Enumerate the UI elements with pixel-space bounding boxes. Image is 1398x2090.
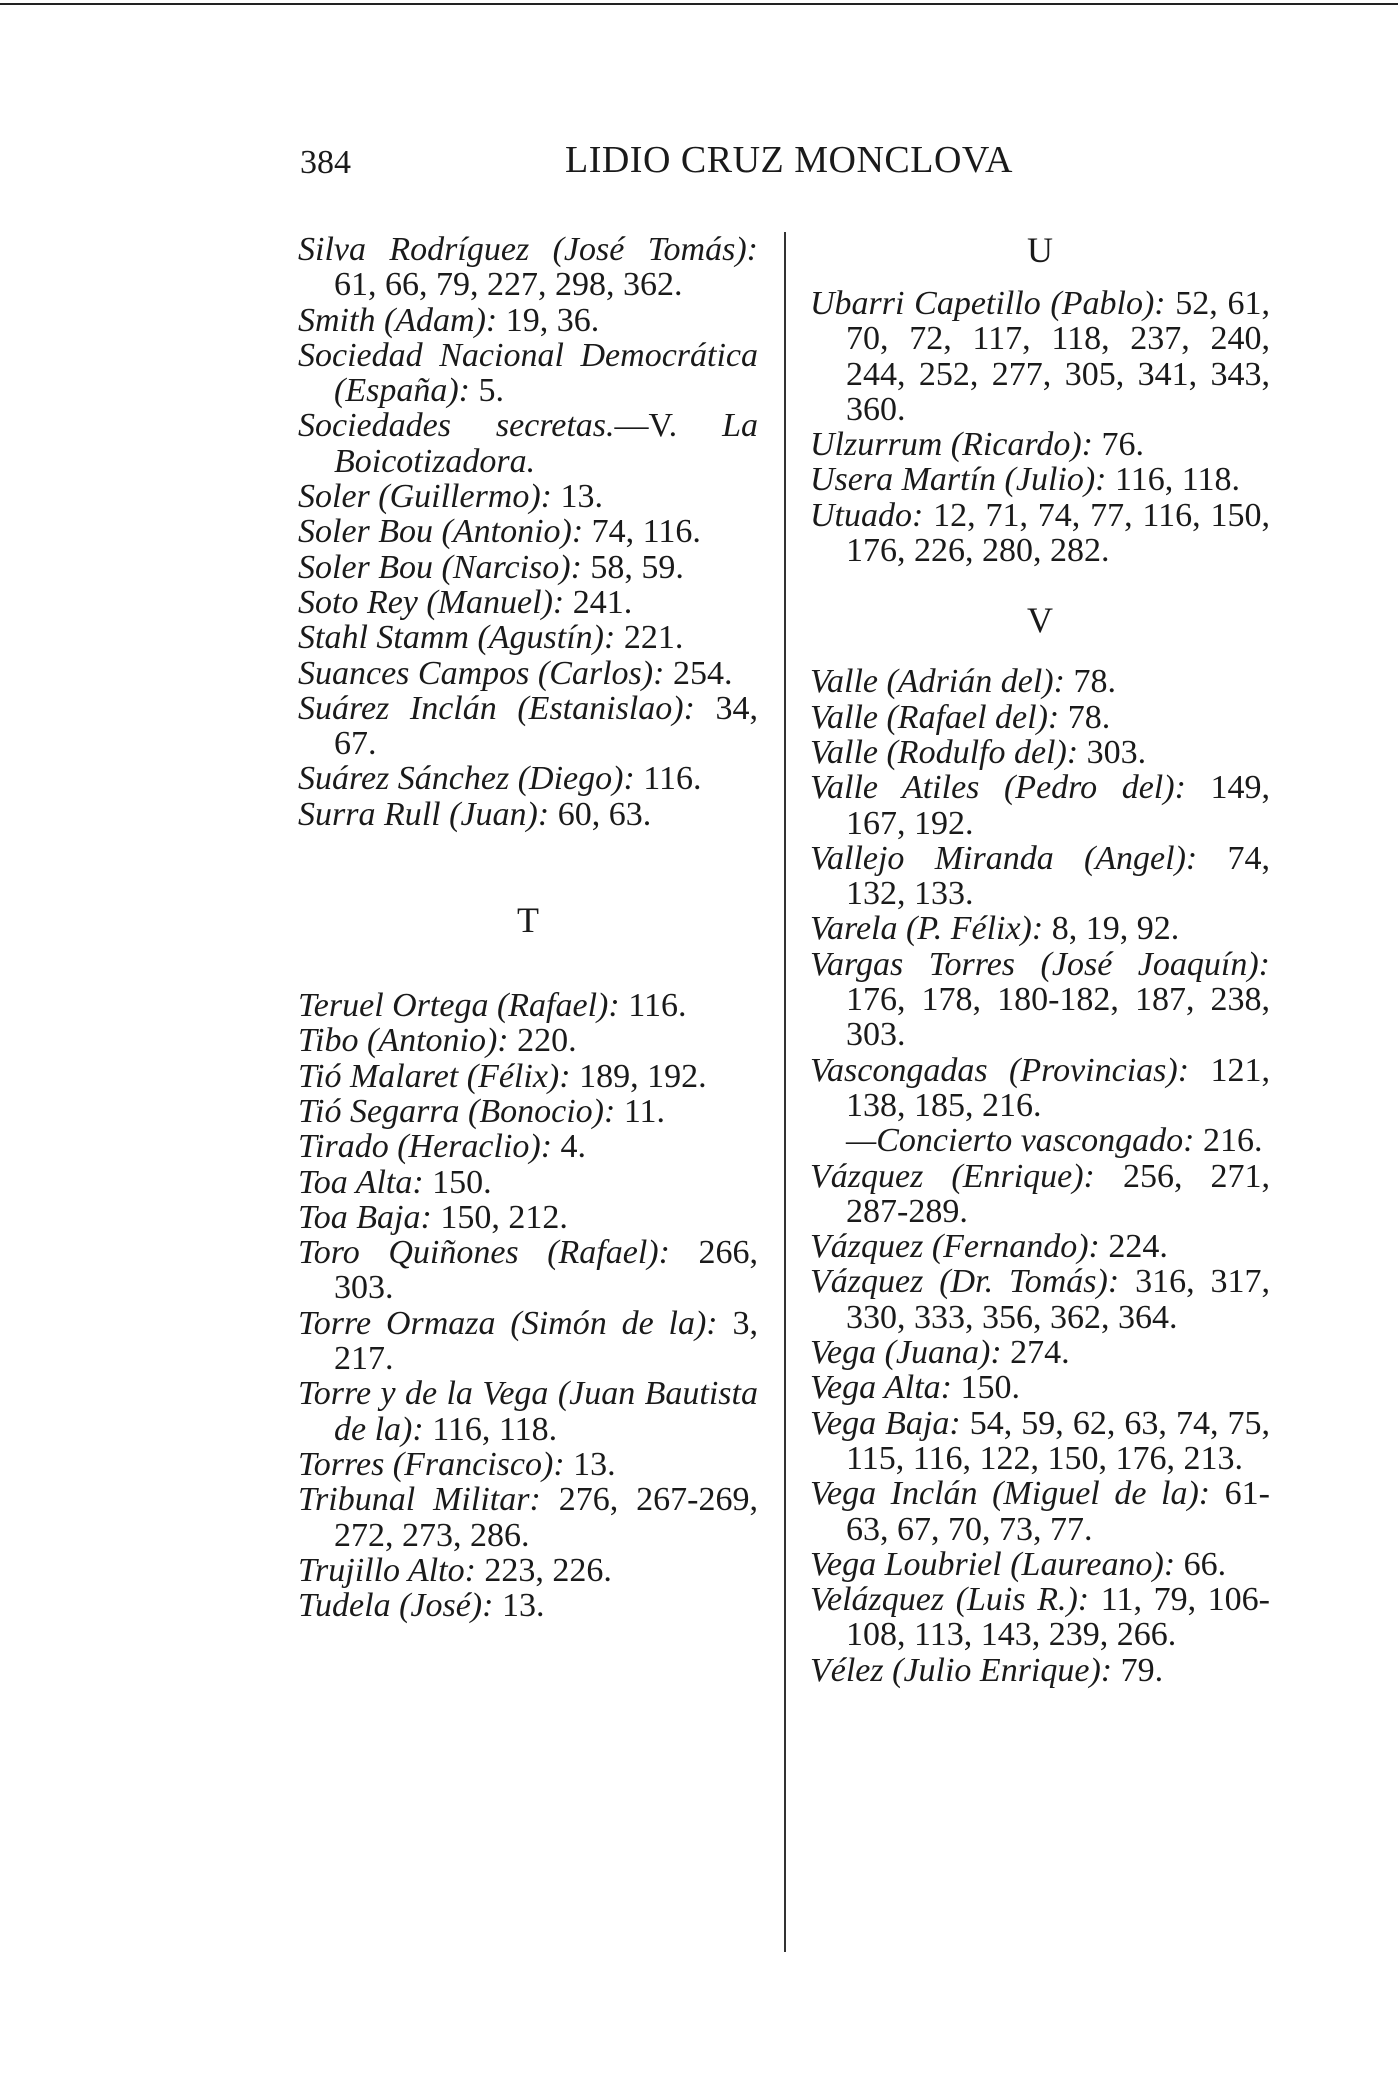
entry-pages: 8, 19, 92.	[1043, 910, 1180, 948]
index-entry	[298, 1588, 758, 1623]
page-header	[0, 138, 1398, 194]
entry-pages: 61, 66, 79, 227, 298, 362.	[334, 266, 683, 304]
entry-name: Valle Atiles (Pedro del):	[810, 769, 1186, 807]
entry-pages: 303.	[1078, 733, 1147, 771]
entry-name: Soler Bou (Antonio):	[298, 513, 584, 551]
index-entry	[298, 1553, 758, 1588]
entry-pages: 74, 132, 133.	[846, 839, 1270, 913]
entry-pages: 150.	[423, 1163, 492, 1201]
entry-pages: 13.	[552, 478, 604, 516]
entry-name: Velázquez (Luis R.):	[810, 1581, 1090, 1619]
index-entry	[298, 303, 758, 338]
entry-name: Vargas Torres (José Joaquín):	[810, 945, 1270, 983]
entry-name: Suances Campos (Carlos):	[298, 654, 665, 692]
entry-pages: 266, 303.	[334, 1234, 758, 1307]
entry-reference: La Boicotizadora.	[334, 407, 758, 480]
entry-pages: 54, 59, 62, 63, 74, 75, 115, 116, 122, 150, 176, 213.	[846, 1404, 1270, 1477]
index-entry	[298, 1023, 758, 1058]
entry-name: —Concierto vascongado:	[846, 1122, 1195, 1160]
index-entry	[810, 1335, 1270, 1370]
entry-pages: 216.	[1194, 1122, 1263, 1160]
entry-pages: 5.	[469, 372, 504, 410]
index-entry	[810, 1264, 1270, 1335]
entry-name: Surra Rull (Juan):	[298, 795, 550, 833]
entry-name: Vázquez (Dr. Tomás):	[810, 1263, 1120, 1301]
entry-pages: 116, 118.	[423, 1410, 558, 1448]
right-column	[810, 232, 1270, 1688]
entry-name: Tibo (Antonio):	[298, 1022, 509, 1060]
entry-name: Valle (Adrián del):	[810, 663, 1065, 701]
entry-pages: 52, 61, 70, 72, 117, 118, 237, 240, 244, 252, 277, 305, 341, 343, 360.	[846, 285, 1271, 428]
section-letter-u: U	[1027, 230, 1053, 270]
index-entry	[810, 1406, 1270, 1477]
entry-name: Vascongadas (Provincias):	[810, 1051, 1190, 1089]
index-entry	[298, 1059, 758, 1094]
index-entry	[810, 1229, 1270, 1264]
entry-pages: 220.	[508, 1022, 577, 1060]
entry-name: Vega (Juana):	[810, 1334, 1002, 1372]
index-entry	[810, 1159, 1270, 1230]
index-entry	[298, 761, 758, 796]
entry-name: Tió Segarra (Bonocio):	[298, 1092, 616, 1130]
entry-pages: 11.	[615, 1092, 666, 1130]
entry-pages: 66.	[1175, 1545, 1227, 1583]
entry-pages: 223, 226.	[475, 1551, 612, 1589]
entry-name: Ulzurrum (Ricardo):	[810, 426, 1093, 464]
entry-pages: 150, 212.	[431, 1198, 568, 1236]
entry-name: Sociedad Nacional Democrática (España):	[298, 336, 758, 410]
entry-name: Vega Baja:	[810, 1404, 961, 1442]
index-entry	[810, 1370, 1270, 1405]
entry-pages: 116.	[619, 987, 687, 1025]
index-entry	[298, 691, 758, 762]
entry-name: Tirado (Heraclio):	[298, 1128, 553, 1166]
entry-pages: 276, 267-269, 272, 273, 286.	[334, 1481, 758, 1554]
index-entry	[298, 1482, 758, 1553]
index-entry	[298, 1129, 758, 1164]
index-entry	[810, 911, 1270, 946]
entry-name: Suárez Inclán (Estanislao):	[298, 689, 695, 727]
entry-name: Utuado:	[810, 496, 924, 534]
index-entry	[298, 408, 758, 479]
section-letter-v: V	[1027, 600, 1053, 641]
entry-name: Usera Martín (Julio):	[810, 461, 1107, 499]
entry-name: Suárez Sánchez (Diego):	[298, 760, 635, 798]
index-entry	[298, 550, 758, 585]
entry-pages: 11, 79, 106-108, 113, 143, 239, 266.	[846, 1581, 1270, 1654]
entry-pages: 150.	[951, 1369, 1020, 1407]
index-entry	[298, 1200, 758, 1235]
entry-name: Ubarri Capetillo (Pablo):	[810, 285, 1166, 322]
index-entry	[810, 1476, 1270, 1547]
index-entry	[298, 1094, 758, 1129]
index-entry	[810, 735, 1270, 770]
index-entry	[810, 427, 1270, 462]
entry-name: Vallejo Miranda (Angel):	[810, 839, 1198, 877]
index-entry	[810, 1653, 1270, 1688]
entry-pages: 76.	[1093, 426, 1144, 464]
entry-name: Soto Rey (Manuel):	[298, 583, 565, 621]
entry-pages: 121, 138, 185, 216.	[846, 1051, 1270, 1124]
top-edge-rule	[0, 3, 1398, 5]
entry-pages: 241.	[564, 583, 633, 621]
index-entry	[298, 656, 758, 691]
entry-pages: 12, 71, 74, 77, 116, 150, 176, 226, 280, 282.	[846, 496, 1270, 570]
entry-pages: 13.	[564, 1445, 616, 1483]
entry-name: Vega Alta:	[810, 1369, 952, 1407]
index-entry	[298, 1447, 758, 1482]
index-entry	[298, 1306, 758, 1377]
index-entry	[298, 797, 758, 832]
entry-name: Soler Bou (Narciso):	[298, 548, 582, 586]
entry-name: Torre y de la Vega (Juan Bautista de la):	[298, 1375, 758, 1448]
entry-name: Vázquez (Fernando):	[810, 1228, 1100, 1266]
entry-pages: 13.	[493, 1587, 545, 1625]
entries-v	[810, 664, 1270, 1688]
entry-name: Silva Rodríguez (José Tomás):	[298, 231, 758, 268]
entry-name: Vega Inclán (Miguel de la):	[810, 1475, 1211, 1513]
entries-t	[298, 988, 758, 1623]
entry-pages: 116.	[634, 760, 702, 798]
entry-name: Smith (Adam):	[298, 301, 498, 339]
index-entry	[810, 462, 1270, 497]
index-entry	[298, 1165, 758, 1200]
index-entry	[298, 988, 758, 1023]
entries-u	[810, 286, 1270, 568]
entry-pages: —V.	[614, 407, 723, 445]
section-letter-t: T	[517, 900, 539, 941]
entry-name: Valle (Rodulfo del):	[810, 733, 1079, 771]
entry-pages: 19, 36.	[497, 301, 600, 339]
entry-name: Toro Quiñones (Rafael):	[298, 1234, 670, 1272]
entry-name: Vázquez (Enrique):	[810, 1157, 1095, 1195]
entry-name: Varela (P. Félix):	[810, 910, 1044, 948]
entry-pages: 256, 271, 287-289.	[846, 1157, 1271, 1230]
left-column	[298, 232, 758, 1623]
entry-pages: 274.	[1001, 1334, 1070, 1372]
entry-name: Stahl Stamm (Agustín):	[298, 619, 616, 657]
index-entry	[298, 1376, 758, 1447]
entry-name: Toa Baja:	[298, 1198, 432, 1236]
index-entry	[810, 1582, 1270, 1653]
entry-pages: 60, 63.	[549, 795, 652, 833]
index-entry	[298, 514, 758, 549]
entry-pages: 189, 192.	[570, 1057, 707, 1095]
entry-name: Teruel Ortega (Rafael):	[298, 987, 620, 1025]
entry-pages: 34, 67.	[334, 689, 758, 763]
index-entry	[810, 498, 1270, 569]
column-divider	[784, 232, 786, 1952]
entry-pages: 316, 317, 330, 333, 356, 362, 364.	[846, 1263, 1270, 1336]
entry-pages: 176, 178, 180-182, 187, 238, 303.	[846, 981, 1270, 1054]
entry-pages: 78.	[1064, 663, 1116, 701]
entry-pages: 221.	[615, 619, 684, 657]
entry-pages: 74, 116.	[583, 513, 701, 551]
entry-name: Valle (Rafael del):	[810, 698, 1060, 736]
index-entry	[810, 841, 1270, 912]
index-entry	[298, 479, 758, 514]
entry-pages: 58, 59.	[581, 548, 684, 586]
running-title: LIDIO CRUZ MONCLOVA	[565, 139, 1013, 181]
entry-pages: 78.	[1059, 698, 1111, 736]
entry-pages: 116, 118.	[1106, 461, 1240, 499]
index-entry	[298, 232, 758, 303]
index-entry	[298, 585, 758, 620]
entry-pages: 79.	[1112, 1651, 1164, 1689]
index-entry	[810, 947, 1270, 1053]
entry-name: Vega Loubriel (Laureano):	[810, 1545, 1176, 1583]
index-entry	[810, 770, 1270, 841]
index-entry	[298, 1235, 758, 1306]
entry-name: Torre Ormaza (Simón de la):	[298, 1304, 718, 1342]
entry-name: Soler (Guillermo):	[298, 478, 553, 516]
entry-name: Torres (Francisco):	[298, 1445, 565, 1483]
entry-name: Trujillo Alto:	[298, 1551, 476, 1589]
index-entry	[810, 286, 1270, 427]
page-number: 384	[300, 144, 351, 181]
entry-pages: 254.	[664, 654, 733, 692]
entry-pages: 3, 217.	[334, 1304, 759, 1378]
index-subentry	[810, 1123, 1270, 1158]
index-entry	[810, 700, 1270, 735]
entry-name: Toa Alta:	[298, 1163, 424, 1201]
entry-pages: 61-63, 67, 70, 73, 77.	[846, 1475, 1270, 1548]
entry-name: Vélez (Julio Enrique):	[810, 1651, 1113, 1689]
entry-name: Tió Malaret (Félix):	[298, 1057, 571, 1095]
entry-name: Tribunal Militar:	[298, 1481, 541, 1519]
entries-s	[298, 232, 758, 832]
index-entry	[810, 664, 1270, 699]
entry-name: Sociedades secretas.	[298, 407, 615, 445]
entry-pages: 149, 167, 192.	[846, 769, 1270, 842]
entry-pages: 224.	[1099, 1228, 1168, 1266]
index-entry	[298, 620, 758, 655]
index-entry	[810, 1547, 1270, 1582]
index-entry	[298, 338, 758, 409]
entry-name: Tudela (José):	[298, 1587, 494, 1625]
index-entry	[810, 1053, 1270, 1124]
entry-pages: 4.	[552, 1128, 587, 1166]
